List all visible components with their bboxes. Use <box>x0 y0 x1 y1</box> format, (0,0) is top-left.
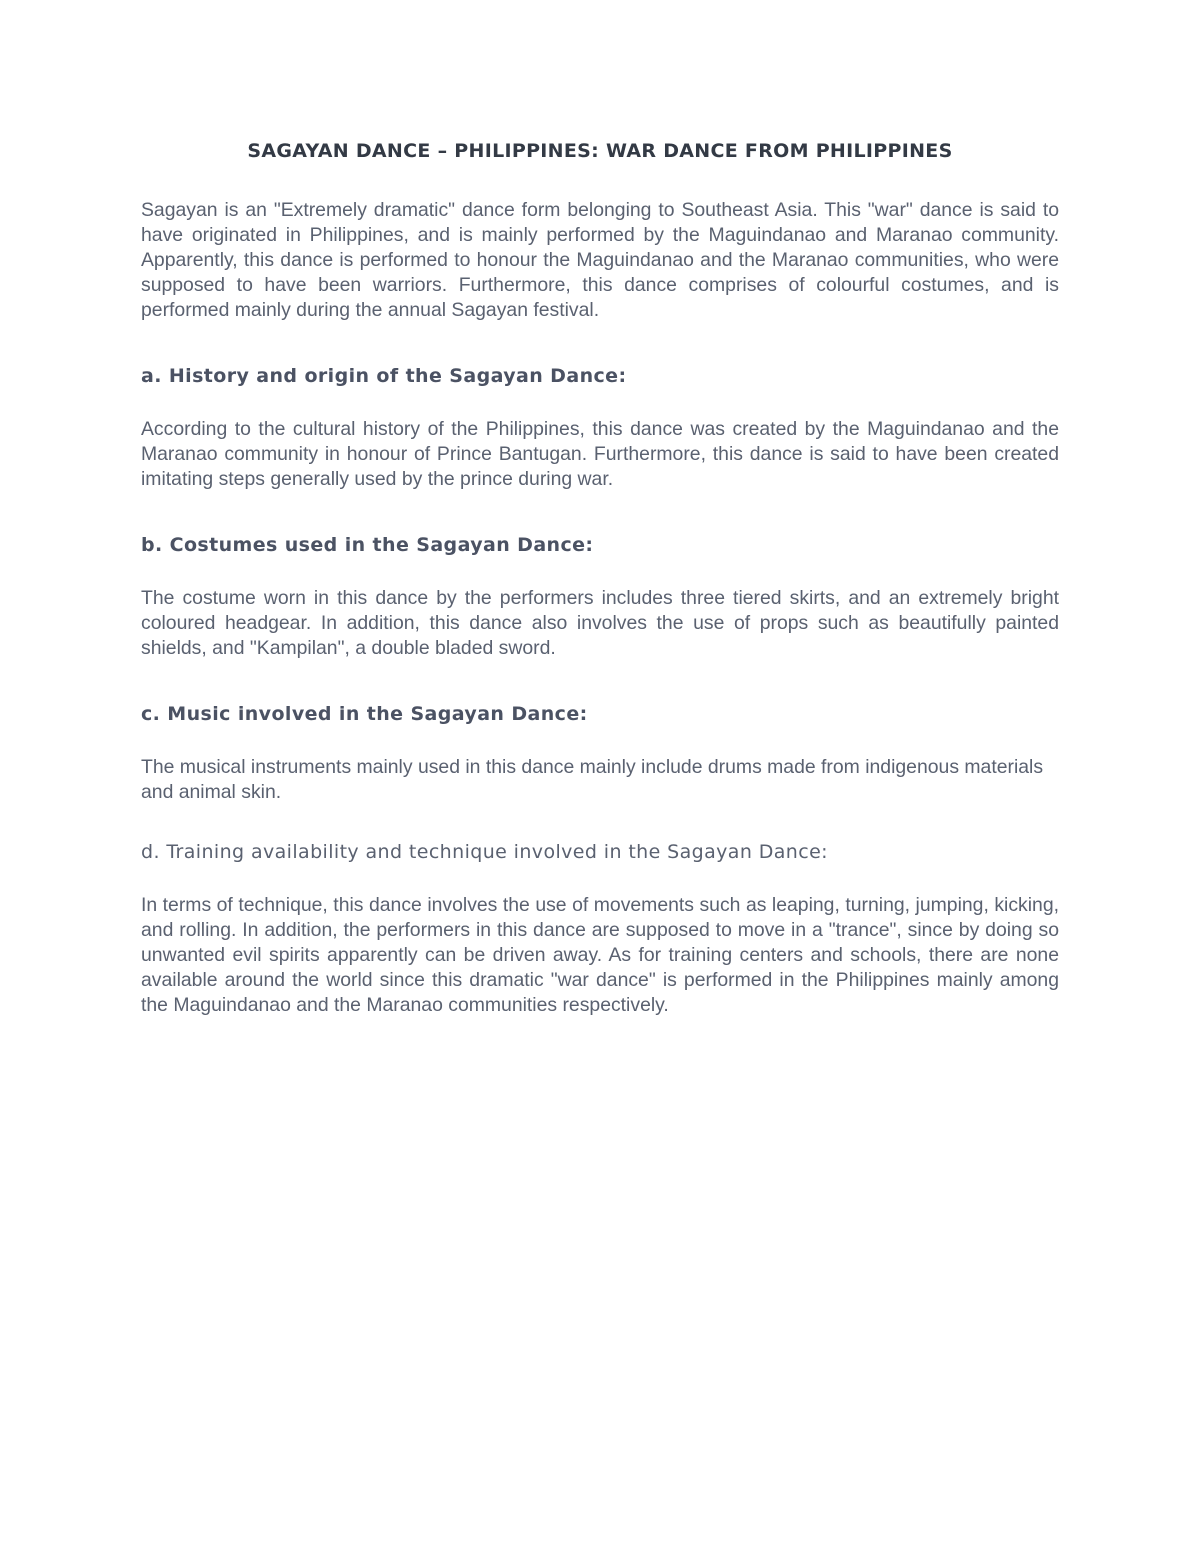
section-body-training: In terms of technique, this dance involves the use of movements such as leaping, turning, jumping, kicking, and rolling. In addition, the performers in this dance are supposed to move in a "trance", since by doing so unwanted evil spirits apparently can be driven away. As for training centers and schools, there are none available around the world since this dramatic "war dance" is performed in the Philippines mainly among the Maguindanao and the Maranao communities respectively. <box>141 894 1059 1016</box>
section-heading-training: d. Training availability and technique involved in the Sagayan Dance: <box>141 841 828 863</box>
section-heading-history: a. History and origin of the Sagayan Dance: <box>141 365 627 387</box>
section-body-history: According to the cultural history of the Philippines, this dance was created by the Maguindanao and the Maranao community in honour of Prince Bantugan. Furthermore, this dance is said to have been created imitating steps generally used by the prince during war. <box>141 418 1059 490</box>
section-body-music: The musical instruments mainly used in this dance mainly include drums made from indigenous materials and animal skin. <box>141 756 1044 803</box>
section-heading-costumes: b. Costumes used in the Sagayan Dance: <box>141 534 594 556</box>
document-content <box>141 140 1059 1018</box>
section-heading-music: c. Music involved in the Sagayan Dance: <box>141 703 588 725</box>
intro-paragraph: Sagayan is an "Extremely dramatic" dance form belonging to Southeast Asia. This "war" dance is said to have originated in Philippines, and is mainly performed by the Maguindanao and Maranao community. Apparently, this dance is performed to honour the Maguindanao and the Maranao communities, who were supposed to have been warriors. Furthermore, this dance comprises of colourful costumes, and is performed mainly during the annual Sagayan festival. <box>141 199 1059 321</box>
section-body-costumes: The costume worn in this dance by the performers includes three tiered skirts, and an extremely bright coloured headgear. In addition, this dance also involves the use of props such as beautifully painted shields, and "Kampilan", a double bladed sword. <box>141 587 1059 659</box>
document-title: SAGAYAN DANCE – PHILIPPINES: WAR DANCE FROM PHILIPPINES <box>247 140 953 162</box>
